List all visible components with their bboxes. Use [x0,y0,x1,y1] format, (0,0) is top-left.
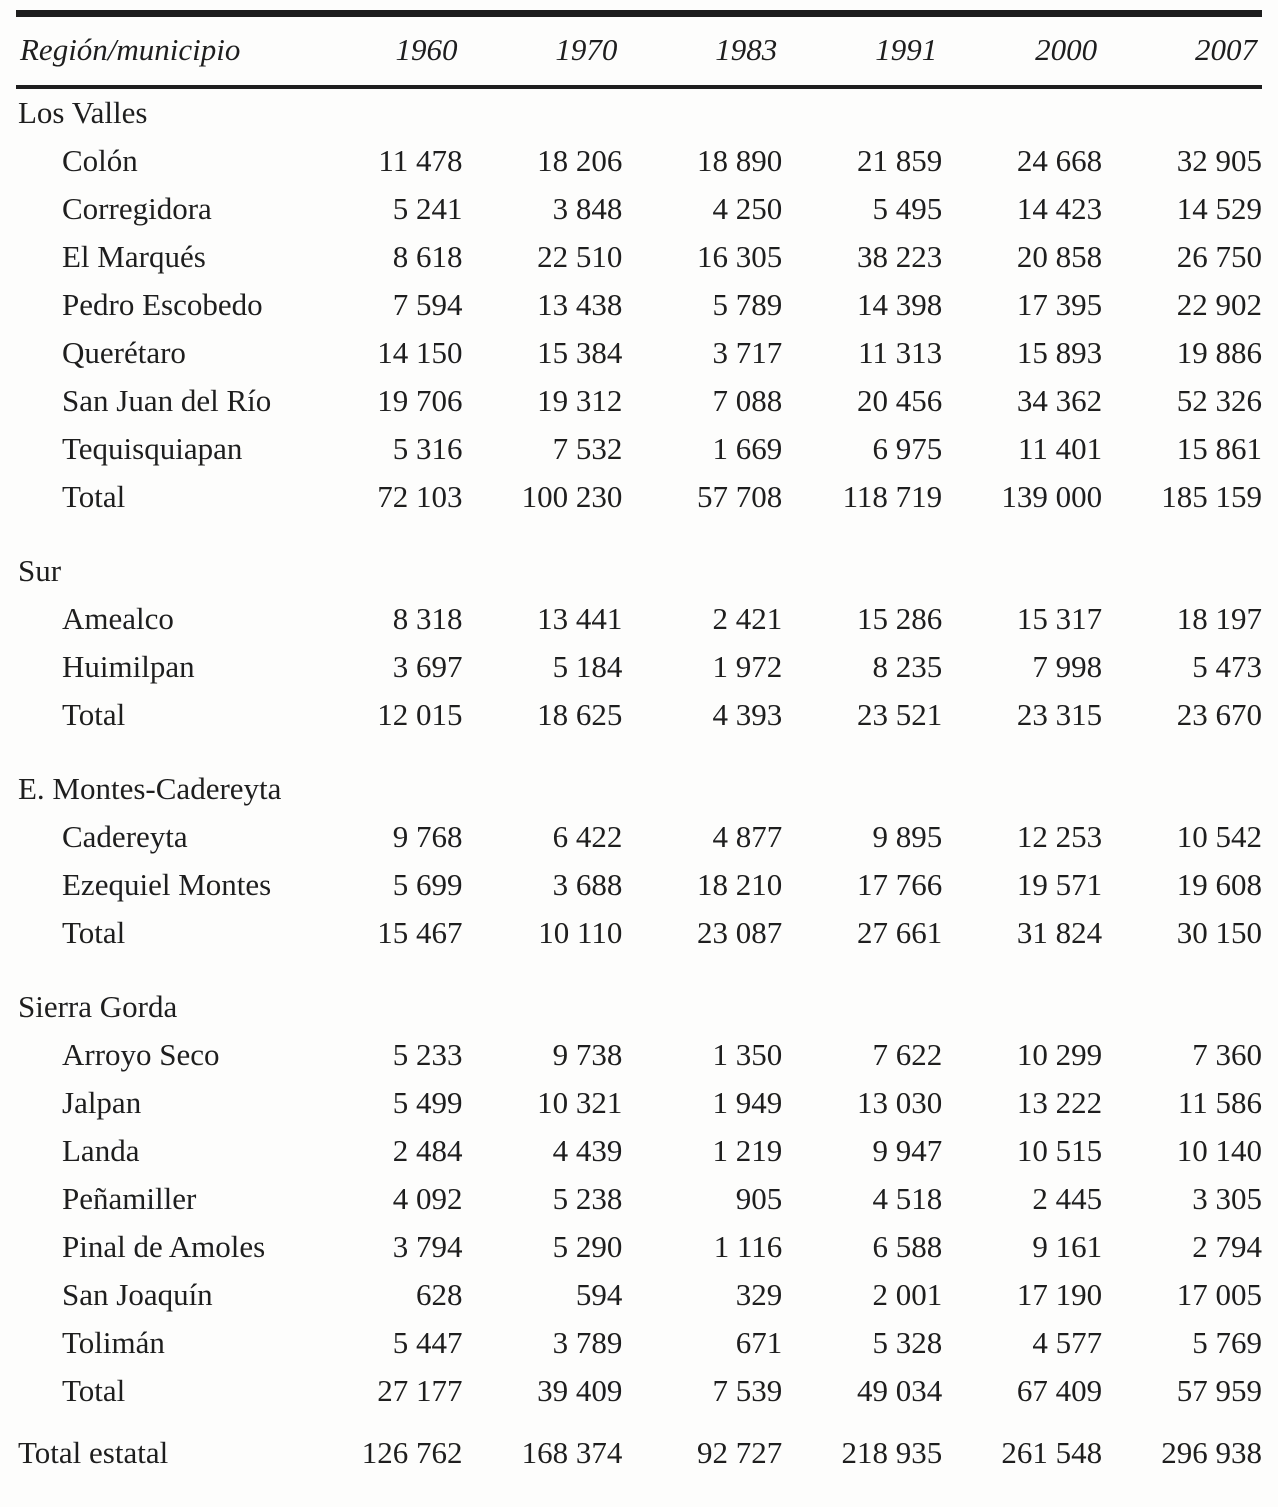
cell-value: 6 422 [552,819,623,854]
cell-value: 1 949 [712,1085,783,1120]
table-row [16,1127,1262,1175]
table-row [16,595,1262,643]
cell-value: 3 717 [712,335,783,370]
cell-value: 5 241 [392,191,463,226]
row-label: Tolimán [62,1325,165,1360]
table-row [16,1319,1262,1367]
cell-value: 6 975 [872,431,943,466]
column-header-year-2007: 2007 [1102,14,1262,88]
cell-value: 5 238 [552,1181,623,1216]
cell-value: 92 727 [622,1415,782,1507]
cell-value: 17 005 [1176,1277,1262,1312]
cell-value: 15 861 [1176,431,1262,466]
cell-value: 5 789 [712,287,783,322]
cell-value: 39 409 [537,1373,623,1408]
cell-value: 14 398 [856,287,943,322]
table-row [16,1223,1262,1271]
cell-value: 27 177 [377,1373,463,1408]
table-row [16,329,1262,377]
group-name: Sur [18,553,62,588]
group-header-row [16,739,1262,813]
cell-value: 8 318 [392,601,463,636]
row-label: Total [62,697,126,732]
cell-value: 23 670 [1176,697,1262,732]
cell-value: 594 [575,1277,623,1312]
table-row [16,1175,1262,1223]
cell-value: 10 110 [538,915,623,950]
row-label: Total [62,915,126,950]
cell-value: 9 161 [1032,1229,1103,1264]
cell-value: 2 421 [712,601,783,636]
grand-total-label: Total estatal [16,1415,303,1507]
group-name: Los Valles [18,95,148,130]
column-header-year-1970: 1970 [463,14,623,88]
cell-value: 5 699 [392,867,463,902]
cell-value: 15 384 [537,335,623,370]
cell-value: 15 317 [1016,601,1103,636]
cell-value: 118 719 [842,479,943,514]
cell-value: 9 768 [392,819,463,854]
cell-value: 17 395 [1016,287,1103,322]
cell-value: 5 769 [1192,1325,1262,1360]
row-label: San Juan del Río [62,383,272,418]
cell-value: 72 103 [377,479,463,514]
cell-value: 20 456 [856,383,943,418]
cell-value: 10 140 [1176,1133,1262,1168]
row-label: Jalpan [62,1085,142,1120]
table-row [16,185,1262,233]
group-name: E. Montes-Cadereyta [18,771,282,806]
group-header-row [16,957,1262,1031]
row-label: El Marqués [62,239,206,274]
cell-value: 5 499 [392,1085,463,1120]
table-row [16,1271,1262,1319]
cell-value: 8 235 [872,649,943,684]
cell-value: 7 998 [1032,649,1103,684]
cell-value: 10 299 [1016,1037,1103,1072]
cell-value: 4 577 [1032,1325,1103,1360]
row-label: Total [62,479,126,514]
cell-value: 14 423 [1016,191,1103,226]
cell-value: 15 286 [856,601,943,636]
cell-value: 4 092 [392,1181,463,1216]
cell-value: 185 159 [1161,479,1262,514]
cell-value: 3 305 [1192,1181,1262,1216]
row-label: Huimilpan [62,649,195,684]
row-label: Pedro Escobedo [62,287,263,322]
cell-value: 7 539 [712,1373,783,1408]
cell-value: 628 [416,1277,463,1312]
grand-total-row [16,1415,1262,1507]
cell-value: 31 824 [1016,915,1103,950]
cell-value: 57 708 [697,479,783,514]
row-label: Amealco [62,601,174,636]
cell-value: 2 001 [872,1277,943,1312]
row-label: Total [62,1373,126,1408]
cell-value: 14 529 [1176,191,1262,226]
cell-value: 5 447 [392,1325,463,1360]
cell-value: 15 467 [377,915,463,950]
cell-value: 4 439 [552,1133,623,1168]
row-label: Cadereyta [62,819,188,854]
cell-value: 7 532 [552,431,623,466]
table-row [16,233,1262,281]
row-label: Arroyo Seco [62,1037,220,1072]
cell-value: 905 [735,1181,783,1216]
table-header [16,14,1262,88]
cell-value: 3 794 [392,1229,463,1264]
cell-value: 4 393 [712,697,783,732]
cell-value: 67 409 [1016,1373,1103,1408]
table-row [16,909,1262,957]
cell-value: 23 315 [1016,697,1103,732]
cell-value: 2 794 [1192,1229,1262,1264]
cell-value: 8 618 [392,239,463,274]
cell-value: 18 206 [537,143,623,178]
cell-value: 10 321 [537,1085,623,1120]
cell-value: 49 034 [856,1373,943,1408]
cell-value: 5 473 [1192,649,1262,684]
cell-value: 17 190 [1016,1277,1103,1312]
table-body [16,87,1262,1415]
cell-value: 261 548 [942,1415,1102,1507]
cell-value: 17 766 [856,867,943,902]
group-header-row [16,521,1262,595]
cell-value: 13 030 [856,1085,943,1120]
table-row [16,425,1262,473]
cell-value: 4 877 [712,819,783,854]
group-name: Sierra Gorda [18,989,178,1024]
cell-value: 13 438 [537,287,623,322]
column-header-year-2000: 2000 [942,14,1102,88]
table-row [16,691,1262,739]
cell-value: 32 905 [1176,143,1262,178]
cell-value: 7 088 [712,383,783,418]
table-row [16,813,1262,861]
cell-value: 5 316 [392,431,463,466]
cell-value: 296 938 [1102,1415,1262,1507]
header-row [16,14,1262,88]
table-row [16,137,1262,185]
row-label: San Joaquín [62,1277,213,1312]
cell-value: 30 150 [1176,915,1262,950]
cell-value: 168 374 [463,1415,623,1507]
cell-value: 1 219 [712,1133,783,1168]
cell-value: 1 350 [712,1037,783,1072]
cell-value: 4 250 [712,191,783,226]
cell-value: 23 087 [697,915,783,950]
cell-value: 23 521 [856,697,943,732]
cell-value: 19 608 [1176,867,1262,902]
cell-value: 13 441 [537,601,623,636]
cell-value: 100 230 [521,479,623,514]
cell-value: 4 518 [872,1181,943,1216]
cell-value: 18 890 [697,143,783,178]
cell-value: 139 000 [1001,479,1103,514]
cell-value: 7 594 [392,287,463,322]
cell-value: 34 362 [1016,383,1103,418]
row-label: Querétaro [62,335,186,370]
cell-value: 24 668 [1016,143,1103,178]
cell-value: 16 305 [697,239,783,274]
cell-value: 18 625 [537,697,623,732]
cell-value: 38 223 [856,239,943,274]
column-header-year-1983: 1983 [622,14,782,88]
cell-value: 329 [735,1277,783,1312]
cell-value: 19 312 [537,383,623,418]
cell-value: 11 313 [858,335,943,370]
cell-value: 26 750 [1176,239,1262,274]
table-row [16,281,1262,329]
cell-value: 7 622 [872,1037,943,1072]
cell-value: 3 688 [552,867,623,902]
cell-value: 52 326 [1176,383,1262,418]
cell-value: 10 542 [1176,819,1262,854]
cell-value: 6 588 [872,1229,943,1264]
table-row [16,1367,1262,1415]
row-label: Peñamiller [62,1181,197,1216]
cell-value: 218 935 [782,1415,942,1507]
cell-value: 22 510 [537,239,623,274]
cell-value: 7 360 [1192,1037,1262,1072]
cell-value: 21 859 [856,143,943,178]
cell-value: 27 661 [856,915,943,950]
cell-value: 11 401 [1017,431,1103,466]
cell-value: 5 233 [392,1037,463,1072]
cell-value: 57 959 [1176,1373,1262,1408]
cell-value: 18 210 [697,867,783,902]
population-table [16,10,1262,1507]
row-label: Ezequiel Montes [62,867,272,902]
cell-value: 1 669 [712,431,783,466]
cell-value: 5 328 [872,1325,943,1360]
table-row [16,1031,1262,1079]
cell-value: 1 972 [712,649,783,684]
cell-value: 2 484 [392,1133,463,1168]
row-label: Landa [62,1133,140,1168]
row-label: Corregidora [62,191,212,226]
cell-value: 18 197 [1176,601,1262,636]
cell-value: 22 902 [1176,287,1262,322]
cell-value: 9 738 [552,1037,623,1072]
cell-value: 5 290 [552,1229,623,1264]
cell-value: 12 253 [1016,819,1103,854]
cell-value: 3 697 [392,649,463,684]
cell-value: 12 015 [377,697,463,732]
table-row [16,473,1262,521]
cell-value: 19 886 [1176,335,1262,370]
row-label: Tequisquiapan [62,431,243,466]
table-row [16,861,1262,909]
row-label: Pinal de Amoles [62,1229,266,1264]
cell-value: 5 184 [552,649,623,684]
cell-value: 9 895 [872,819,943,854]
cell-value: 10 515 [1016,1133,1103,1168]
cell-value: 9 947 [872,1133,943,1168]
table-footer [16,1415,1262,1507]
table-row [16,377,1262,425]
cell-value: 11 478 [378,143,463,178]
cell-value: 1 116 [713,1229,783,1264]
cell-value: 3 848 [552,191,623,226]
row-label: Colón [62,143,138,178]
cell-value: 20 858 [1016,239,1103,274]
cell-value: 126 762 [303,1415,463,1507]
column-header-year-1991: 1991 [782,14,942,88]
group-header-row [16,87,1262,137]
column-header-year-1960: 1960 [303,14,463,88]
cell-value: 671 [735,1325,783,1360]
cell-value: 3 789 [552,1325,623,1360]
cell-value: 13 222 [1016,1085,1103,1120]
cell-value: 5 495 [872,191,943,226]
column-header-region: Región/municipio [16,14,303,88]
cell-value: 14 150 [377,335,463,370]
table-row [16,643,1262,691]
cell-value: 19 706 [377,383,463,418]
cell-value: 15 893 [1016,335,1103,370]
cell-value: 11 586 [1177,1085,1262,1120]
cell-value: 19 571 [1016,867,1103,902]
cell-value: 2 445 [1032,1181,1103,1216]
table-row [16,1079,1262,1127]
